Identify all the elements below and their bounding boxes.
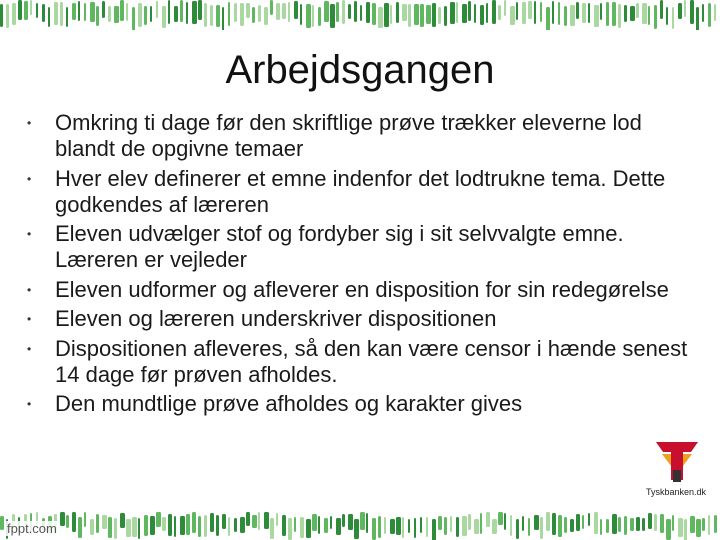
stripe-segment [276,513,278,526]
stripe-segment [378,516,381,538]
stripe-segment [678,3,682,19]
stripe-segment [342,0,345,24]
stripe-segment [300,517,304,538]
stripe-segment [426,517,428,537]
stripe-segment [576,2,579,19]
stripe-segment [312,5,314,27]
bullet-item [24,277,694,303]
stripe-segment [276,3,280,20]
stripe-pattern-top [0,0,720,30]
stripe-segment [540,517,543,539]
stripe-segment [642,518,645,531]
stripe-segment [558,2,560,25]
stripe-segment [108,517,112,538]
stripe-segment [84,512,86,527]
stripe-segment [588,3,590,23]
stripe-segment [654,5,657,29]
stripe-segment [54,2,58,25]
stripe-segment [666,7,668,25]
stripe-segment [498,512,503,525]
stripe-segment [618,4,621,28]
stripe-segment [444,517,447,535]
stripe-segment [228,2,230,26]
stripe-segment [636,3,639,18]
stripe-segment [600,519,602,535]
stripe-segment [504,0,506,16]
stripe-segment [480,513,482,534]
stripe-segment [492,0,496,24]
stripe-segment [144,6,147,25]
stripe-segment [198,0,202,20]
stripe-segment [216,515,219,536]
bullet-text: Eleven udformer og afleverer en disposition for sin redegørelse [55,276,669,302]
stripe-segment [156,512,161,527]
stripe-segment [282,515,286,536]
stripe-segment [192,512,196,533]
stripe-segment [402,517,404,538]
stripe-segment [336,2,339,22]
stripe-segment [246,512,250,526]
stripe-segment [126,3,128,21]
stripe-segment [594,5,599,27]
stripe-segment [438,7,441,24]
stripe-segment [684,519,687,540]
stripe-segment [606,2,609,26]
watermark-text: fppt.com [4,521,60,536]
stripe-segment [432,519,436,540]
stripe-segment [114,6,119,23]
stripe-segment [576,514,580,531]
top-decorative-stripe [0,0,720,30]
bullet-text: Eleven udvælger stof og fordyber sig i sit selvvalgte emne. Læreren er vejleder [55,221,624,272]
bullet-text: Hver elev definerer et emne indenfor det lodtrukne tema. Dette godkendes af læreren [55,165,666,217]
stripe-segment [510,6,515,25]
stripe-segment [96,6,99,26]
stripe-segment [330,516,332,529]
stripe-segment [24,1,28,20]
stripe-segment [348,4,351,19]
stripe-segment [66,515,69,528]
stripe-segment [294,1,298,19]
stripe-segment [486,512,490,527]
stripe-segment [156,1,158,18]
stripe-segment [72,3,76,20]
stripe-segment [228,517,230,536]
bullet-text: Den mundtlige prøve afholdes og karakter gives [55,391,523,416]
bullet-text: Dispositionen afleveres, så den kan være censor i hænde senest 14 dage før prøven afholdes. [55,335,688,387]
stripe-segment [696,7,699,30]
bullet-item [24,166,694,218]
stripe-segment [186,2,188,24]
stripe-segment [138,518,140,539]
stripe-segment [84,3,86,21]
stripe-segment [450,516,452,532]
stripe-segment [534,1,536,24]
stripe-segment [660,514,664,533]
stripe-segment [234,518,237,532]
stripe-segment [6,4,9,28]
stripe-segment [264,7,268,25]
stripe-segment [306,519,311,538]
stripe-segment [348,514,353,530]
stripe-segment [414,518,416,538]
stripe-segment [456,517,459,537]
stripe-segment [642,3,647,24]
stripe-segment [258,512,260,530]
stripe-segment [384,3,389,27]
stripe-segment [336,518,341,535]
stripe-segment [588,513,590,526]
stripe-segment [522,516,524,531]
stripe-segment [396,517,401,535]
stripe-segment [648,513,652,529]
stripe-segment [162,6,166,28]
stripe-segment [690,516,695,533]
stripe-segment [690,0,694,24]
stripe-segment [240,517,245,533]
stripe-segment [570,5,575,26]
stripe-segment [312,514,317,531]
stripe-segment [564,517,567,533]
stripe-segment [408,4,411,27]
stripe-segment [480,5,484,25]
stripe-segment [186,514,190,535]
stripe-segment [210,5,213,26]
bullet-text: Eleven og læreren underskriver dispositionen [55,306,497,331]
stripe-segment [672,7,674,29]
stripe-segment [288,518,292,540]
stripe-segment [270,518,274,539]
stripe-segment [486,3,488,23]
stripe-segment [234,3,237,22]
stripe-segment [180,516,185,535]
stripe-segment [78,1,80,21]
stripe-segment [624,516,627,535]
stripe-segment [222,514,226,529]
stripe-segment [654,514,657,531]
stripe-segment [528,1,532,19]
stripe-segment [582,3,586,23]
stripe-segment [282,3,286,19]
stripe-segment [324,518,328,533]
stripe-segment [444,6,447,26]
stripe-segment [522,2,526,24]
stripe-segment [438,516,442,530]
stripe-segment [210,513,214,532]
stripe-segment [702,4,704,22]
logo-caption: Tyskbanken.dk [645,487,707,497]
stripe-segment [120,0,124,21]
bullet-item [24,336,694,388]
stripe-segment [504,513,506,530]
stripe-segment [396,2,399,23]
stripe-segment [120,513,125,528]
stripe-segment [102,1,105,18]
stripe-segment [630,518,634,531]
stripe-segment [474,4,476,23]
stripe-segment [378,7,383,28]
stripe-segment [696,519,701,537]
stripe-segment [618,517,621,532]
stripe-segment [270,0,273,15]
stripe-segment [132,7,135,30]
stripe-segment [714,515,717,533]
stripe-segment [600,3,602,20]
stripe-segment [168,514,172,536]
bullet-dot-icon: • [27,227,32,241]
stripe-segment [300,4,302,25]
stripe-segment [288,2,290,22]
bullet-item [24,221,694,273]
stripe-segment [42,4,45,22]
stripe-segment [240,3,244,26]
stripe-segment [174,6,178,22]
stripe-segment [414,4,419,25]
stripe-segment [150,6,152,22]
stripe-segment [534,515,539,530]
stripe-segment [138,3,142,27]
stripe-segment [516,519,519,539]
stripe-segment [108,6,111,22]
bullet-dot-icon: • [27,282,32,297]
stripe-segment [354,1,357,22]
stripe-segment [30,0,32,15]
stripe-segment [708,3,711,27]
stripe-pattern-bottom [0,512,720,540]
stripe-segment [252,515,257,528]
stripe-segment [552,513,556,535]
bullet-dot-icon: • [27,116,32,130]
bullet-dot-icon: • [27,397,32,411]
stripe-segment [606,519,609,533]
stripe-segment [318,516,320,534]
stripe-segment [432,3,436,27]
stripe-segment [462,516,467,536]
stripe-segment [384,517,386,534]
bottom-decorative-stripe [0,512,720,540]
stripe-segment [402,4,407,21]
stripe-segment [0,4,3,27]
stripe-segment [468,1,471,21]
stripe-segment [702,518,705,531]
stripe-segment [516,2,518,20]
stripe-segment [456,2,458,23]
stripe-segment [294,517,296,532]
stripe-segment [306,4,311,28]
stripe-segment [216,5,220,27]
stripe-segment [450,2,455,24]
stripe-segment [174,516,176,537]
stripe-segment [684,0,686,17]
stripe-segment [198,516,201,537]
stripe-segment [102,515,107,529]
stripe-segment [12,3,16,25]
stripe-segment [420,4,424,27]
stripe-segment [570,519,574,532]
bullet-dot-icon: • [27,312,32,326]
stripe-segment [462,4,467,23]
stripe-segment [324,1,329,22]
stripe-segment [342,514,345,527]
stripe-segment [360,5,362,21]
stripe-segment [366,513,368,533]
slide-title: Arbejdsgangen [225,48,495,92]
stripe-segment [528,518,530,536]
bullet-text: Omkring ti dage før den skriftlige prøve trækker eleverne lod blandt de opgivne temaer [55,110,642,161]
stripe-segment [66,7,68,27]
stripe-segment [360,512,365,530]
stripe-segment [90,2,95,22]
stripe-segment [666,519,671,540]
stripe-segment [126,519,131,537]
stripe-segment [708,515,710,535]
stripe-segment [318,7,321,26]
stripe-segment [510,515,512,536]
stripe-segment [612,514,617,534]
stripe-segment [594,512,598,534]
stripe-segment [678,518,683,537]
stripe-segment [372,3,376,25]
stripe-segment [168,0,170,24]
stripe-segment [96,514,99,533]
stripe-segment [498,5,501,20]
stripe-segment [78,517,82,538]
stripe-segment [354,519,359,539]
stripe-segment [330,4,335,28]
stripe-segment [468,514,471,530]
stripe-segment [60,512,65,526]
stripe-segment [714,4,716,21]
stripe-segment [420,517,422,533]
stripe-segment [204,515,207,537]
bullet-item [24,110,694,162]
stripe-segment [246,3,250,18]
stripe-segment [660,0,663,19]
stripe-segment [552,1,554,24]
stripe-segment [612,2,616,26]
stripe-segment [426,5,431,24]
stripe-segment [372,518,376,540]
stripe-segment [264,512,269,529]
stripe-segment [150,516,155,535]
stripe-segment [390,5,392,24]
stripe-segment [558,515,562,537]
stripe-segment [564,6,567,26]
stripe-segment [672,515,674,531]
stripe-segment [390,519,395,534]
bullet-item [24,391,694,417]
stripe-segment [180,0,183,22]
stripe-segment [624,5,627,22]
stripe-segment [582,515,584,529]
bullet-dot-icon: • [27,341,32,356]
bullet-dot-icon: • [27,171,32,186]
stripe-segment [474,519,479,534]
bullet-item [24,306,694,332]
stripe-segment [540,2,542,22]
stripe-segment [144,515,148,536]
stripe-segment [192,1,197,24]
stripe-segment [162,517,166,531]
stripe-segment [630,6,635,21]
stripe-segment [546,7,550,30]
stripe-segment [408,519,410,533]
stripe-segment [18,0,22,20]
stripe-segment [252,7,255,23]
stripe-segment [648,6,650,25]
stripe-segment [204,3,207,27]
stripe-segment [546,512,550,531]
stripe-segment [36,3,38,18]
stripe-segment [60,2,63,26]
stripe-segment [90,519,94,535]
stripe-segment [636,517,640,531]
stripe-segment [222,7,224,30]
stripe-segment [492,519,497,534]
stripe-segment [132,517,137,537]
stripe-segment [48,7,50,27]
stripe-segment [114,518,117,539]
stripe-segment [258,5,261,22]
stripe-segment [366,2,370,23]
stripe-segment [72,512,76,532]
bullet-list [24,110,694,421]
